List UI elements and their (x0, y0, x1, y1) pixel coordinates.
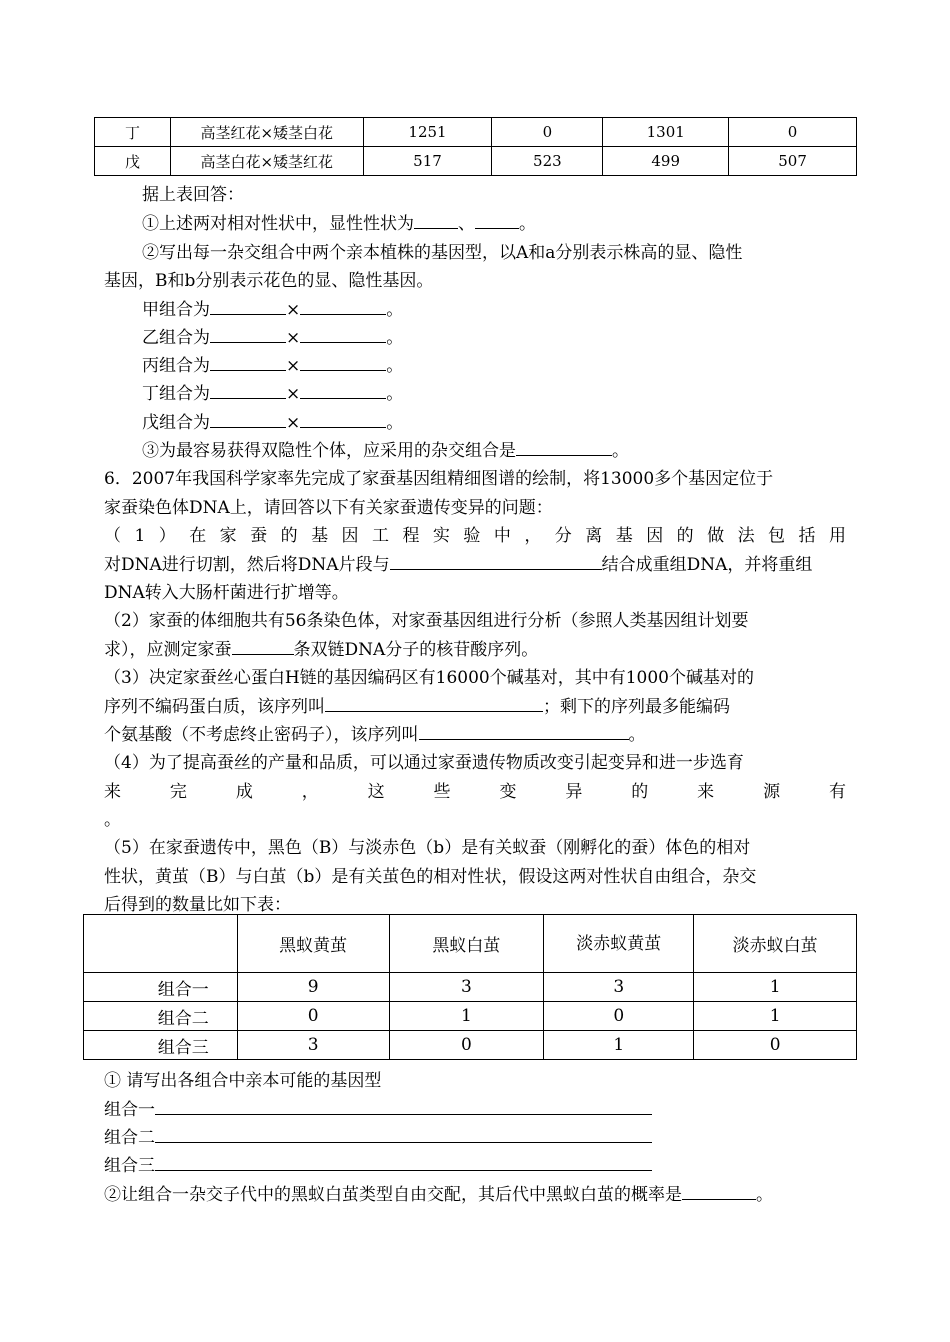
column-header: 黑蚁黄茧 (237, 915, 389, 973)
answer-blank[interactable] (300, 355, 386, 371)
group-jia: 甲组合为 × 。 (142, 300, 404, 320)
answer-blank[interactable] (155, 1099, 652, 1115)
answer-blank[interactable] (516, 440, 612, 456)
q6-sub5-line1: （5）在家蚕遗传中，黑色（B）与淡赤色（b）是有关蚁蚕（刚孵化的蚕）体色的相对 (104, 838, 751, 858)
table-cell: 3 (544, 973, 694, 1002)
table-cell: 高茎红花×矮茎白花 (170, 118, 363, 147)
table-cell: 丁 (95, 118, 171, 147)
table-cell: 0 (237, 1002, 389, 1031)
column-header: 淡赤蚁黄茧 (544, 915, 694, 973)
row-header: 组合二 (84, 1002, 238, 1031)
answer-blank[interactable] (210, 299, 286, 315)
table-cell: 1 (544, 1031, 694, 1060)
row-header: 组合三 (84, 1031, 238, 1060)
group-yi: 乙组合为 × 。 (142, 328, 404, 348)
table-row (84, 1002, 857, 1031)
q6-sub4-line3: 。 (104, 810, 121, 830)
q5-part2-line2: 基因，B和b分别表示花色的显、隐性基因。 (104, 271, 434, 291)
table-cell: 0 (389, 1031, 544, 1060)
silkworm-ratio-table (83, 914, 857, 1060)
combo3-answer: 组合三 (104, 1151, 652, 1176)
q6-sub4-line2: 来完成，这些变异的来源有 (104, 782, 846, 802)
answer-blank[interactable] (419, 724, 629, 740)
probability-question: ②让组合一杂交子代中的黑蚁白茧类型自由交配，其后代中黑蚁白茧的概率是 。 (104, 1185, 773, 1205)
table-cell: 高茎白花×矮茎红花 (170, 147, 363, 176)
cross-results-table (94, 117, 857, 176)
answer-blank[interactable] (155, 1155, 652, 1171)
q6-sub3-line2: 序列不编码蛋白质，该序列叫 ；剩下的序列最多能编码 (104, 697, 730, 717)
q5-intro: 据上表回答： (142, 185, 244, 205)
q5-part3: ③为最容易获得双隐性个体，应采用的杂交组合是 。 (142, 441, 629, 461)
table-cell: 0 (729, 118, 857, 147)
table-cell: 0 (492, 118, 603, 147)
answer-blank[interactable] (210, 355, 286, 371)
table-cell: 0 (544, 1002, 694, 1031)
combo1-answer: 组合一 (104, 1095, 652, 1120)
q6-sub1-line2: 对DNA进行切割，然后将DNA片段与 结合成重组DNA，并将重组 (104, 555, 813, 575)
table-cell: 499 (603, 147, 729, 176)
genotype-prompt: ① 请写出各组合中亲本可能的基因型 (104, 1071, 382, 1091)
table-row (84, 973, 857, 1002)
q6-sub4-line1: （4）为了提高蚕丝的产量和品质，可以通过家蚕遗传物质改变引起变异和进一步选育 (104, 753, 744, 773)
answer-blank[interactable] (682, 1184, 756, 1200)
table-cell: 0 (694, 1031, 857, 1060)
q6-sub2-line2: 求），应测定家蚕 条双链DNA分子的核苷酸序列。 (104, 640, 539, 660)
group-bing: 丙组合为 × 。 (142, 356, 404, 376)
column-header: 淡赤蚁白茧 (694, 915, 857, 973)
column-header: 黑蚁白茧 (389, 915, 544, 973)
q6-stem-line2: 家蚕染色体DNA上，请回答以下有关家蚕遗传变异的问题： (104, 498, 553, 518)
q6-sub1-line3: DNA转入大肠杆菌进行扩增等。 (104, 583, 349, 603)
table-header-row (84, 915, 857, 973)
group-ding: 丁组合为 × 。 (142, 384, 404, 404)
table-cell: 1 (694, 1002, 857, 1031)
q6-sub2-line1: （2）家蚕的体细胞共有56条染色体，对家蚕基因组进行分析（参照人类基因组计划要 (104, 611, 749, 631)
q5-part1: ①上述两对相对性状中，显性性状为 、 。 (142, 214, 536, 234)
table-cell: 1 (694, 973, 857, 1002)
table-corner-cell (84, 915, 238, 973)
q6-sub5-line3: 后得到的数量比如下表： (104, 895, 291, 915)
q6-sub5-line2: 性状，黄茧（B）与白茧（b）是有关茧色的相对性状，假设这两对性状自由组合，杂交 (104, 867, 757, 887)
q5-part2-line1: ②写出每一杂交组合中两个亲本植株的基因型，以A和a分别表示株高的显、隐性 (142, 243, 743, 263)
row-header: 组合一 (84, 973, 238, 1002)
table-cell: 507 (729, 147, 857, 176)
table-cell: 9 (237, 973, 389, 1002)
q6-sub1-line1: （1）在家蚕的基因工程实验中，分离基因的做法包括用 (104, 526, 846, 546)
answer-blank[interactable] (232, 639, 294, 655)
answer-blank[interactable] (475, 213, 519, 229)
table-cell: 戊 (95, 147, 171, 176)
q6-stem-line1: 6．2007年我国科学家率先完成了家蚕基因组精细图谱的绘制，将13000多个基因定位于 (104, 469, 774, 489)
table-row (95, 118, 857, 147)
answer-blank[interactable] (300, 412, 386, 428)
answer-blank[interactable] (300, 383, 386, 399)
group-wu: 戊组合为 × 。 (142, 413, 404, 433)
table-row (95, 147, 857, 176)
table-cell: 1251 (363, 118, 492, 147)
q6-sub3-line1: （3）决定家蚕丝心蛋白H链的基因编码区有16000个碱基对，其中有1000个碱基对的 (104, 668, 754, 688)
answer-blank[interactable] (210, 412, 286, 428)
table-cell: 517 (363, 147, 492, 176)
answer-blank[interactable] (300, 327, 386, 343)
answer-blank[interactable] (155, 1127, 652, 1143)
answer-blank[interactable] (210, 383, 286, 399)
answer-blank[interactable] (414, 213, 458, 229)
answer-blank[interactable] (325, 696, 543, 712)
q6-sub3-line3: 个氨基酸（不考虑终止密码子），该序列叫 。 (104, 725, 646, 745)
table-cell: 3 (389, 973, 544, 1002)
table-cell: 523 (492, 147, 603, 176)
table-row (84, 1031, 857, 1060)
table-cell: 1301 (603, 118, 729, 147)
answer-blank[interactable] (210, 327, 286, 343)
table-cell: 3 (237, 1031, 389, 1060)
combo2-answer: 组合二 (104, 1123, 652, 1148)
answer-blank[interactable] (390, 554, 602, 570)
table-cell: 1 (389, 1002, 544, 1031)
answer-blank[interactable] (300, 299, 386, 315)
